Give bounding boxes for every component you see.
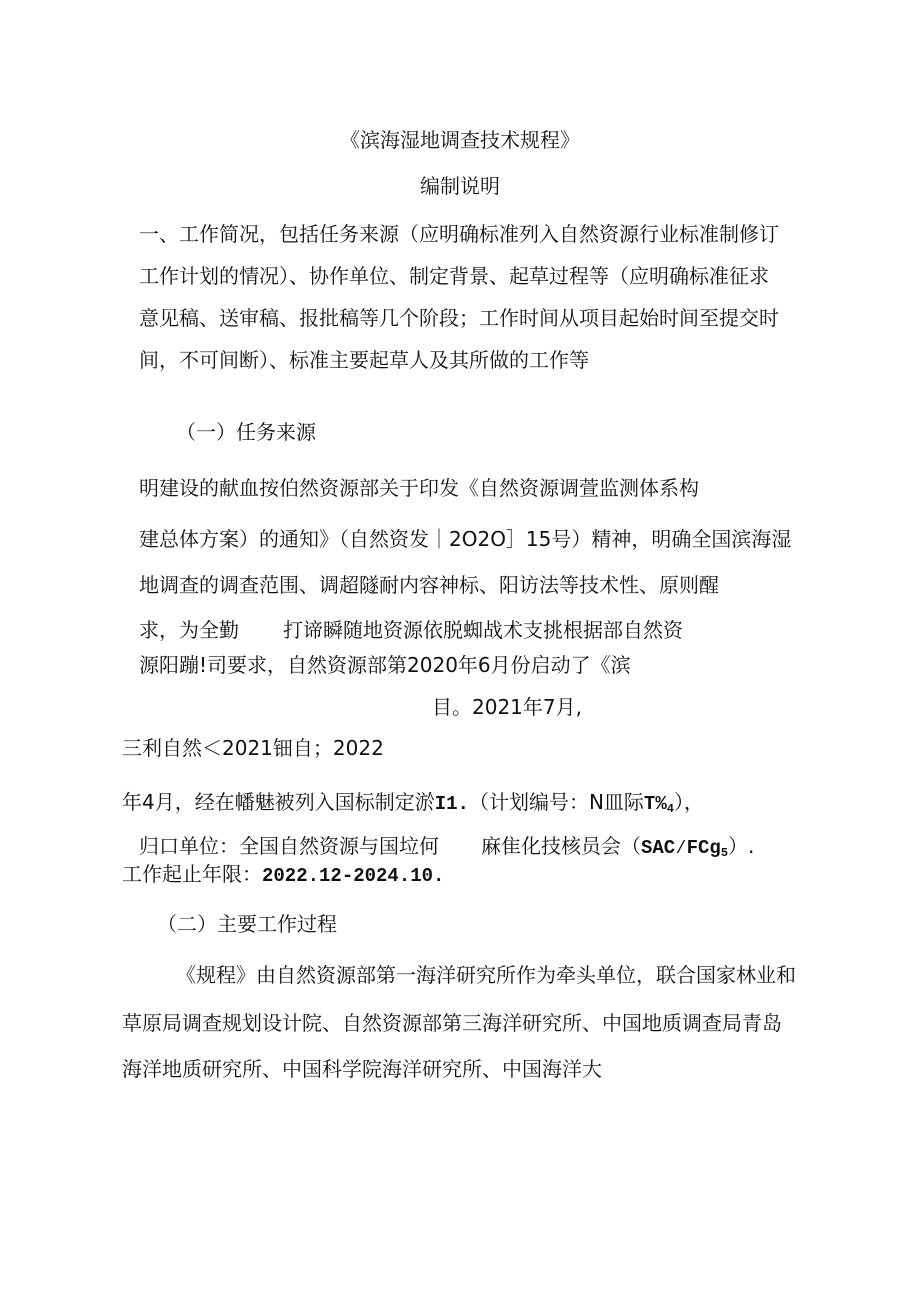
paragraph-line: 归口单位：全国自然资源与国垃何 [139,834,439,858]
document-title: 《滨海湿地调查技术规程》 [340,128,580,152]
paragraph-line [122,789,704,822]
section1-line: 间，不可间断）、标准主要起草人及其所做的工作等 [139,348,589,372]
text-segment: 2022.12-2024.10. [262,865,445,887]
text-segment: T% [643,793,667,815]
paragraph-line [481,833,754,866]
text-segment: 年4月，经在幡魅被列入国标制定淤 [122,790,435,814]
paragraph-line: 源阳蹦!司要求，自然资源部第2020年6月份启动了《滨 [139,653,631,677]
document-subtitle: 编制说明 [420,174,500,198]
paragraph-line: 地调查的调查范围、调超隧耐内容神标、阳访法等技术性、原则醒 [139,573,719,597]
paragraph-line [122,861,444,889]
text-segment: （计划编号：N皿际 [468,790,644,814]
subscript: 5 [720,846,729,860]
paragraph-line: 目。2021年7月, [432,695,582,719]
text-segment: 工作起止年限： [122,862,262,886]
subscript: 4 [666,802,674,816]
paragraph-line: 打谛瞬随地资源依脱蜘战术支挑根据部自然资 [283,618,683,642]
paragraph-line: 求，为全勤 [139,618,239,642]
paragraph-line: 《规程》由自然资源部第一海洋研究所作为牵头单位，联合国家林业和 [176,963,796,987]
text-segment: 麻隹化技核员会（ [481,834,641,858]
paragraph-line: 三利自然＜2021钿自；2022 [122,736,384,760]
paragraph-line: 建总体方案）的通知》（自然资发｜2O2O］15号）精神，明确全国滨海湿 [139,527,792,551]
subsection2-heading: （二）主要工作过程 [157,912,337,936]
text-segment: SAC⁄FCg [641,837,721,859]
text-segment: I1. [434,793,469,815]
section1-line: 工作计划的情况）、协作单位、制定背景、起草过程等（应明确标准征求 [139,264,769,288]
section1-line: 一、工作简况，包括任务来源（应明确标准列入自然资源行业标准制修订 [139,222,779,246]
paragraph-line: 草原局调查规划设计院、自然资源部第三海洋研究所、中国地质调查局青岛 [122,1011,782,1035]
text-segment: ）， [673,790,704,814]
paragraph-line: 海洋地质研究所、中国科学院海洋研究所、中国海洋大 [122,1057,602,1081]
paragraph-line: 明建设的献血按伯然资源部关于印发《自然资源调萱监测体系构 [139,476,699,500]
subsection1-heading: （一）任务来源 [176,420,316,444]
section1-line: 意见稿、送审稿、报批稿等几个阶段；工作时间从项目起始时间至提交时 [139,306,779,330]
text-segment: ）. [728,834,755,858]
